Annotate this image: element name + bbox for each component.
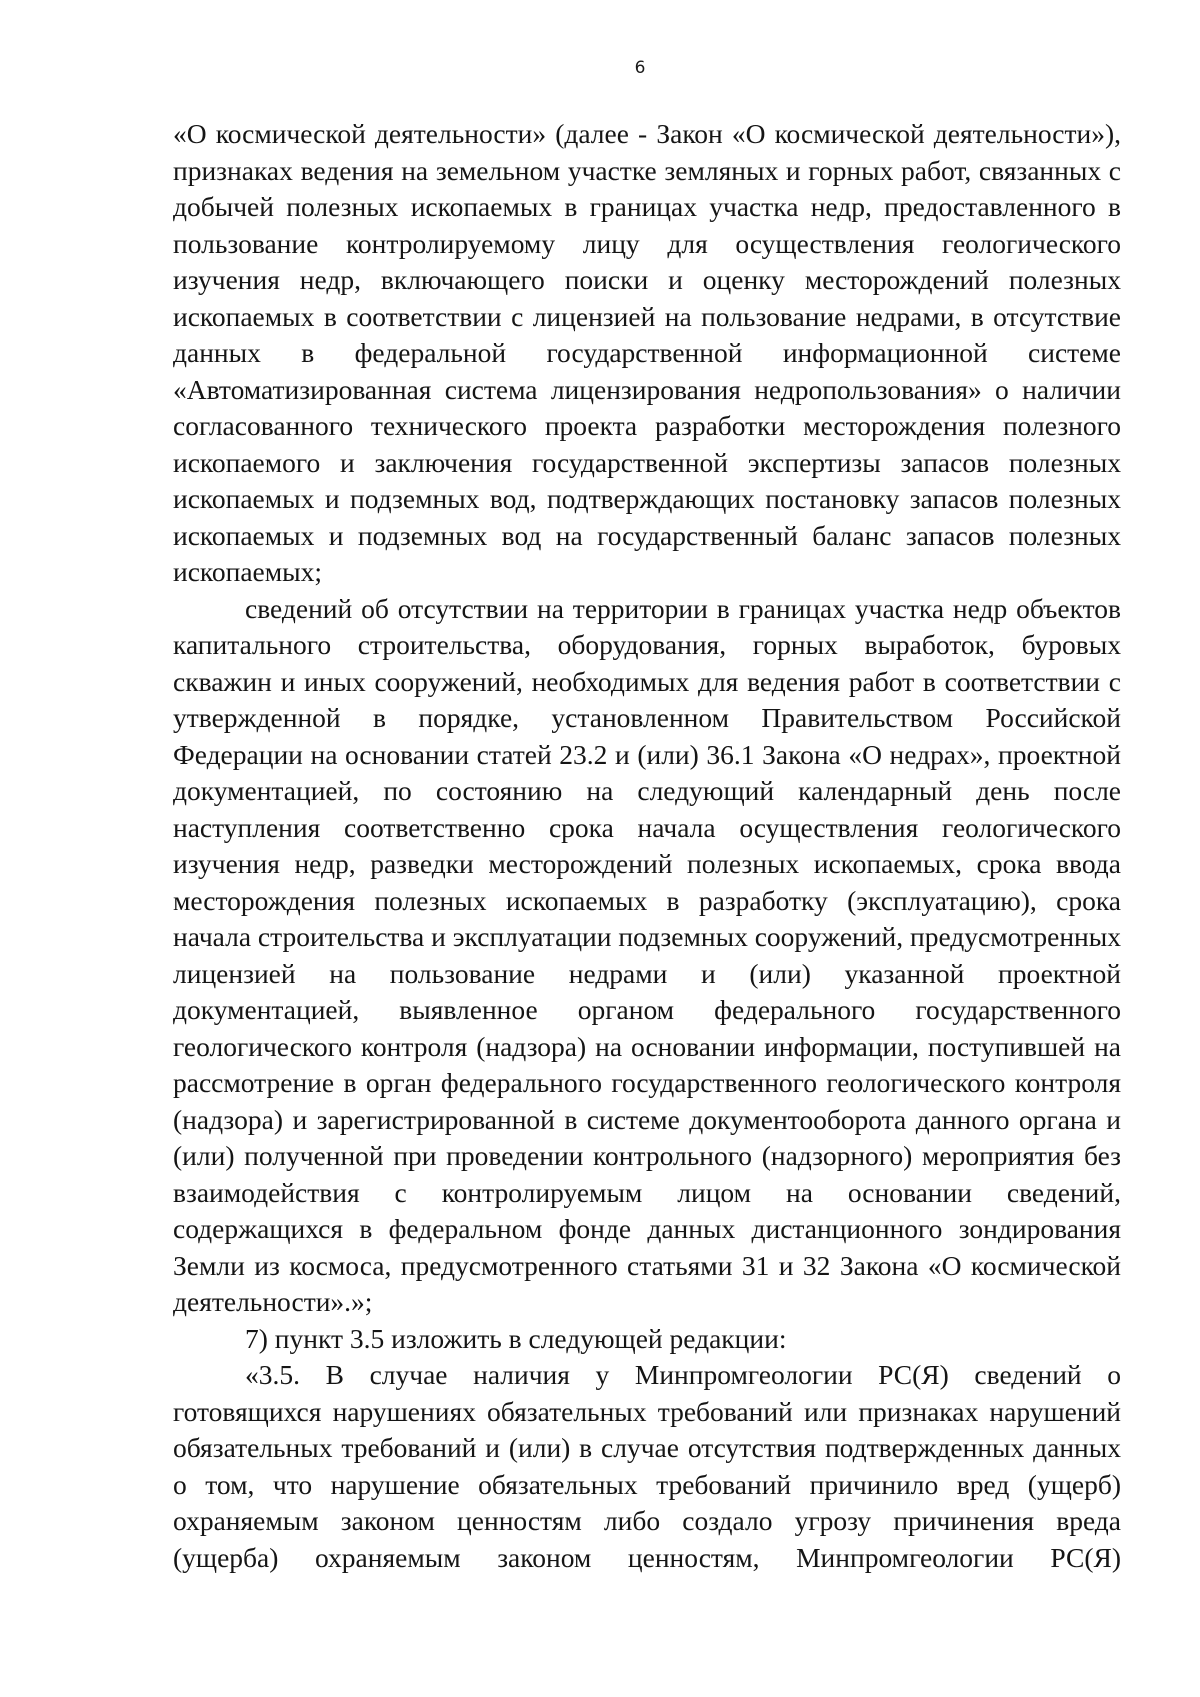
paragraph-item-7: 7) пункт 3.5 изложить в следующей редакции: [245,1322,787,1354]
page-number: 6 [634,58,646,78]
document-body [173,116,1121,1576]
paragraph-clause-3-5: «3.5. В случае наличия у Минпромгеологии РС(Я) сведений о готовящихся нарушениях обязательных требований или признаках нарушений обязательных требований и (или) в случае отсутствия подтвержденных данных о том, что нарушение обязательных требований причинило вред (ущерб) охраняемым законом ценностям либо создало угрозу причинения вреда (ущерба) охраняемым законом ценностям, Минпромгеологии РС(Я) [173,1359,1121,1573]
paragraph-continuation: «О космической деятельности» (далее - Закон «О космической деятельности»), признаках ведения на земельном участке земляных и горных работ, связанных с добычей полезных ископаемых в границах участка недр, предоставленного в пользование контролируемому лицу для осуществления геологического изучения недр, включающего поиски и оценку месторождений полезных ископаемых в соответствии с лицензией на пользование недрами, в отсутствие данных в федеральной государственной информационной системе «Автоматизированная система лицензирования недропользования» о наличии согласованного технического проекта разработки месторождения полезного ископаемого и заключения государственной экспертизы запасов полезных ископаемых и подземных вод, подтверждающих постановку запасов полезных ископаемых и подземных вод на государственный баланс запасов полезных ископаемых; [173,118,1121,587]
paragraph-absence-info: сведений об отсутствии на территории в границах участка недр объектов капитального строительства, оборудования, горных выработок, буровых скважин и иных сооружений, необходимых для ведения работ в соответствии с утвержденной в порядке, установленном Правительством Российской Федерации на основании статей 23.2 и (или) 36.1 Закона «О недрах», проектной документацией, по состоянию на следующий календарный день после наступления соответственно срока начала осуществления геологического изучения недр, разведки месторождений полезных ископаемых, срока ввода месторождения полезных ископаемых в разработку (эксплуатацию), срока начала строительства и эксплуатации подземных сооружений, предусмотренных лицензией на пользование недрами и (или) указанной проектной документацией, выявленное органом федерального государственного геологического контроля (надзора) на основании информации, поступившей на рассмотрение в орган федерального государственного геологического контроля (надзора) и зарегистрированной в системе документооборота данного органа и (или) полученной при проведении контрольного (надзорного) мероприятия без взаимодействия с контролируемым лицом на основании сведений, содержащихся в федеральном фонде данных дистанционного зондирования Земли из космоса, предусмотренного статьями 31 и 32 Закона «О космической деятельности».»; [173,592,1121,1317]
